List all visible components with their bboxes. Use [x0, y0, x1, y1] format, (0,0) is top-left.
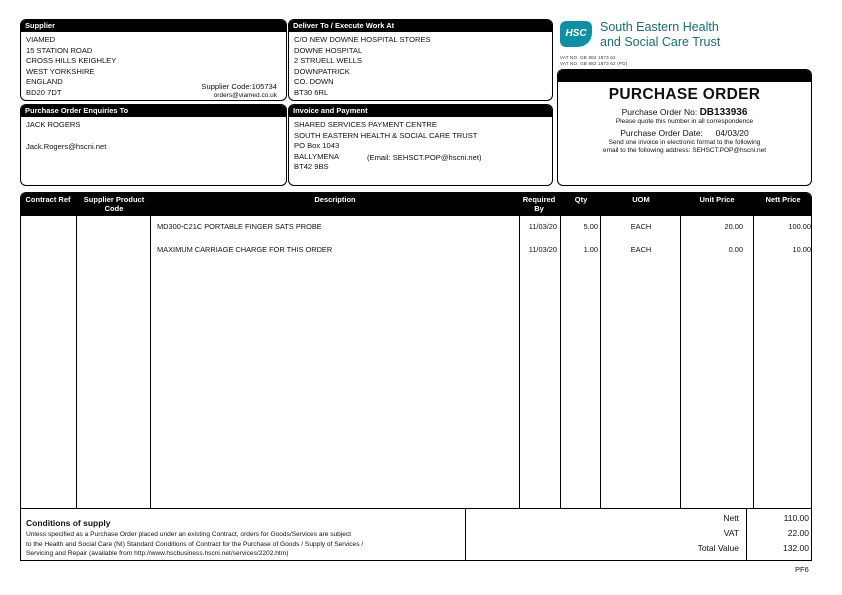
th-qty: Qty [574, 195, 588, 204]
row-1-unit-price: 20.00 [724, 222, 743, 231]
invoice-email: (Email: SEHSCT.POP@hscni.net) [367, 153, 482, 162]
nett-value: 110.00 [783, 513, 809, 523]
po-number-row [558, 107, 811, 118]
supplier-email: orders@viamed.co.uk [213, 92, 277, 99]
po-header-bar [558, 70, 811, 82]
po-date: 04/03/20 [715, 128, 749, 138]
po-date-row [558, 128, 811, 139]
trust-name-line2: and Social Care Trust [600, 35, 721, 49]
th-contract-ref: Contract Ref [25, 195, 71, 204]
vat-value: 22.00 [787, 528, 809, 538]
po-invoice-note-1: Send one invoice in electronic format to the following [608, 139, 761, 146]
th-unit-price: Unit Price [699, 195, 735, 204]
supplier-box [20, 19, 287, 101]
deliver-box [288, 19, 553, 101]
th-required-by: Required By [522, 195, 556, 213]
conditions-line: to the Health and Social Care (NI) Standard Conditions of Contract for the Purchase of Goods / Supply of Services / [26, 540, 364, 548]
supplier-code: Supplier Code:105734 [201, 82, 277, 91]
supplier-line: VIAMED [26, 35, 56, 44]
vat-line-1: VAT NO. GB 882 1873 62 [560, 55, 616, 60]
supplier-line: WEST YORKSHIRE [26, 66, 95, 76]
trust-name [600, 20, 720, 50]
supplier-line: ENGLAND [26, 77, 63, 87]
col-divider [519, 216, 520, 508]
trust-name-line1: South Eastern Health [600, 20, 719, 34]
col-divider [560, 216, 561, 508]
enquiries-header: Purchase Order Enquiries To [21, 105, 286, 117]
deliver-header: Deliver To / Execute Work At [289, 20, 552, 32]
deliver-line: 2 STRUELL WELLS [294, 56, 363, 66]
invoice-address [289, 117, 552, 173]
total-label: Total Value [697, 543, 739, 553]
enquiries-name: JACK ROGERS [26, 120, 81, 129]
invoice-header: Invoice and Payment [289, 105, 552, 117]
spacer [26, 131, 282, 142]
enquiries-box [20, 104, 287, 186]
hsc-logo-icon: HSC [560, 21, 592, 47]
nett-label: Nett [723, 513, 739, 523]
supplier-line: 15 STATION ROAD [26, 45, 93, 55]
conditions-title: Conditions of supply [26, 518, 111, 528]
purchase-order-box [557, 69, 812, 186]
po-quote-note: Please quote this number in all correspondence [615, 118, 754, 125]
deliver-line: CO. DOWN [294, 77, 334, 87]
invoice-line: SOUTH EASTERN HEALTH & SOCIAL CARE TRUST [294, 130, 478, 140]
th-supplier-code: Supplier Product Code [83, 195, 145, 213]
col-divider [600, 216, 601, 508]
th-uom: UOM [632, 195, 650, 204]
th-nett-price: Nett Price [765, 195, 801, 204]
invoice-line: SHARED SERVICES PAYMENT CENTRE [294, 120, 437, 129]
po-invoice-note-2: email to the following address: SEHSCT.POP@hscni.net [602, 147, 767, 154]
order-lines-table [20, 192, 812, 509]
invoice-line: PO Box 1043 [294, 141, 340, 151]
col-divider [680, 216, 681, 508]
total-value: 132.00 [783, 543, 809, 553]
enquiries-email: Jack.Rogers@hscni.net [26, 141, 107, 151]
conditions-line: Servicing and Repair (available from http://www.hscbusiness.hscni.net/services/2202.htm) [26, 550, 289, 557]
deliver-line: BT30 6RL [294, 87, 329, 97]
th-description: Description [314, 195, 356, 204]
po-title: PURCHASE ORDER [608, 86, 761, 103]
row-1-nett-price: 100.00 [788, 222, 811, 231]
row-1-qty: 5.00 [583, 222, 598, 231]
deliver-line: DOWNPATRICK [294, 66, 350, 76]
deliver-address [289, 32, 552, 99]
table-header [21, 193, 811, 216]
invoice-box [288, 104, 553, 186]
deliver-line: C/O NEW DOWNE HOSPITAL STORES [294, 35, 431, 44]
row-2-nett-price: 10.00 [792, 245, 811, 254]
enquiries-content [21, 117, 286, 152]
conditions-text [26, 530, 456, 559]
po-date-label: Purchase Order Date: [620, 128, 703, 138]
supplier-line: BD20 7DT [26, 87, 62, 97]
deliver-line: DOWNE HOSPITAL [294, 45, 363, 55]
col-divider [753, 216, 754, 508]
col-divider [150, 216, 151, 508]
row-1-required-by: 11/03/20 [528, 222, 557, 231]
invoice-line: BALLYMENA [294, 151, 340, 161]
conditions-line: Unless specified as a Purchase Order placed under an existing Contract, orders for Goods/Services are subject [26, 531, 352, 538]
supplier-header: Supplier [21, 20, 286, 32]
vat-line-2: VAT NO. GB 882 1873 62 (PO) [560, 61, 628, 66]
order-footer [20, 509, 812, 561]
row-2-unit-price: 0.00 [728, 245, 743, 254]
row-1-description: MD300-C21C PORTABLE FINGER SATS PROBE [157, 222, 322, 231]
row-2-description: MAXIMUM CARRIAGE CHARGE FOR THIS ORDER [157, 245, 333, 254]
po-number: DB133936 [699, 107, 748, 118]
col-divider [76, 216, 77, 508]
footer-divider [465, 509, 466, 560]
totals-divider [746, 509, 747, 560]
page-code: PF6 [795, 565, 809, 574]
supplier-line: CROSS HILLS KEIGHLEY [26, 56, 117, 66]
vat-label: VAT [723, 528, 739, 538]
row-2-required-by: 11/03/20 [528, 245, 557, 254]
po-number-label: Purchase Order No: [621, 107, 698, 117]
invoice-line: BT42 9BS [294, 162, 329, 172]
row-2-qty: 1.00 [583, 245, 598, 254]
row-2-uom: EACH [630, 245, 652, 254]
row-1-uom: EACH [630, 222, 652, 231]
